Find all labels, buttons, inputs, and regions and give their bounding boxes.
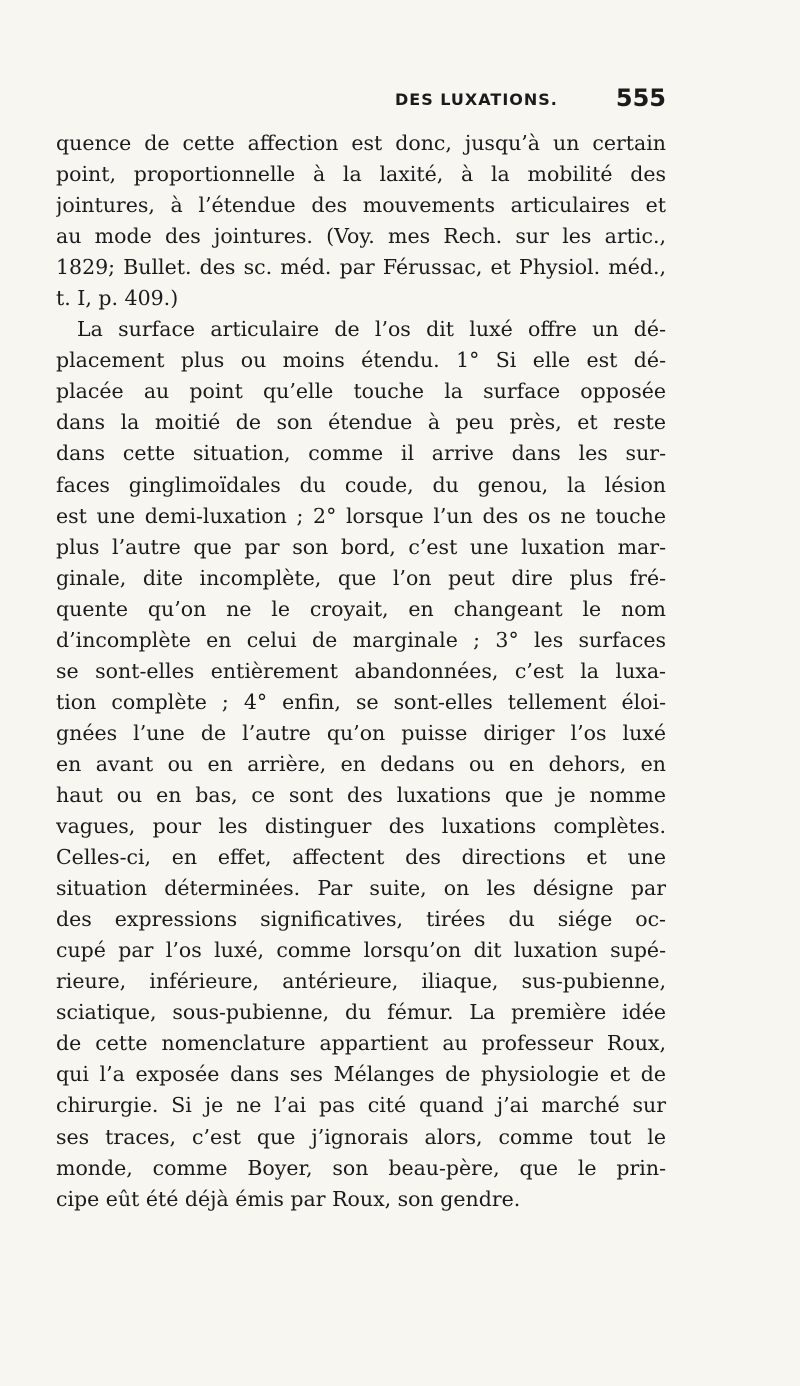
- text-line: jointures, à l’étendue des mouvements articulaires et: [56, 193, 666, 218]
- text-line: quente qu’on ne le croyait, en changeant le nom: [56, 596, 666, 621]
- text-line: chirurgie. Si je ne l’ai pas cité quand j’ai marché sur: [56, 1093, 666, 1118]
- text-line: quence de cette affection est donc, jusqu’à un certain: [56, 131, 666, 155]
- text-line: tion complète ; 4° enfin, se sont-elles tellement éloi-: [56, 689, 666, 714]
- running-head: DES LUXATIONS.: [395, 90, 558, 109]
- text-line: 1829; Bullet. des sc. méd. par Férussac, et Physiol. méd.,: [56, 255, 666, 280]
- text-line: d’incomplète en celui de marginale ; 3° les surfaces: [56, 627, 666, 652]
- text-line: cupé par l’os luxé, comme lorsqu’on dit luxation supé-: [56, 938, 666, 963]
- text-line: dans cette situation, comme il arrive dans les sur-: [56, 441, 666, 466]
- text-line: se sont-elles entièrement abandonnées, c’est la luxa-: [56, 658, 666, 683]
- text-line: t. I, p. 409.): [56, 286, 179, 311]
- text-line: qui l’a exposée dans ses Mélanges de physiologie et de: [56, 1062, 666, 1087]
- text-line: rieure, inférieure, antérieure, iliaque, sus-pubienne,: [56, 969, 666, 994]
- text-line: de cette nomenclature appartient au professeur Roux,: [56, 1031, 666, 1056]
- text-line: ginale, dite incomplète, que l’on peut dire plus fré-: [56, 565, 666, 590]
- text-line: gnées l’une de l’autre qu’on puisse diriger l’os luxé: [56, 720, 666, 745]
- text-line: monde, comme Boyer, son beau-père, que le prin-: [56, 1155, 666, 1180]
- text-line: en avant ou en arrière, en dedans ou en dehors, en: [56, 751, 666, 776]
- text-line: dans la moitié de son étendue à peu près, et reste: [56, 410, 666, 435]
- text-line: vagues, pour les distinguer des luxations complètes.: [56, 814, 666, 839]
- text-line: plus l’autre que par son bord, c’est une luxation mar-: [56, 534, 666, 559]
- text-line: placée au point qu’elle touche la surface opposée: [56, 379, 666, 404]
- text-line: est une demi-luxation ; 2° lorsque l’un des os ne touche: [56, 503, 666, 528]
- text-line: haut ou en bas, ce sont des luxations que je nomme: [56, 782, 666, 807]
- text-line: ses traces, c’est que j’ignorais alors, comme tout le: [56, 1124, 666, 1149]
- text-line: des expressions significatives, tirées du siége oc-: [56, 907, 666, 932]
- text-line: Celles-ci, en effet, affectent des directions et une: [56, 845, 666, 870]
- text-line: situation déterminées. Par suite, on les désigne par: [56, 876, 666, 901]
- page-number: 555: [615, 84, 666, 112]
- text-line: faces ginglimoïdales du coude, du genou, la lésion: [56, 472, 666, 497]
- page-header: [56, 84, 666, 114]
- text-line: La surface articulaire de l’os dit luxé offre un dé-: [77, 317, 666, 342]
- text-line: point, proportionnelle à la laxité, à la mobilité des: [56, 162, 666, 187]
- body-text: [56, 128, 666, 1215]
- text-line: cipe eût été déjà émis par Roux, son gendre.: [56, 1186, 521, 1211]
- text-line: placement plus ou moins étendu. 1° Si elle est dé-: [56, 348, 666, 373]
- text-line: au mode des jointures. (Voy. mes Rech. sur les artic.,: [56, 224, 666, 249]
- text-line: sciatique, sous-pubienne, du fémur. La première idée: [56, 1000, 666, 1025]
